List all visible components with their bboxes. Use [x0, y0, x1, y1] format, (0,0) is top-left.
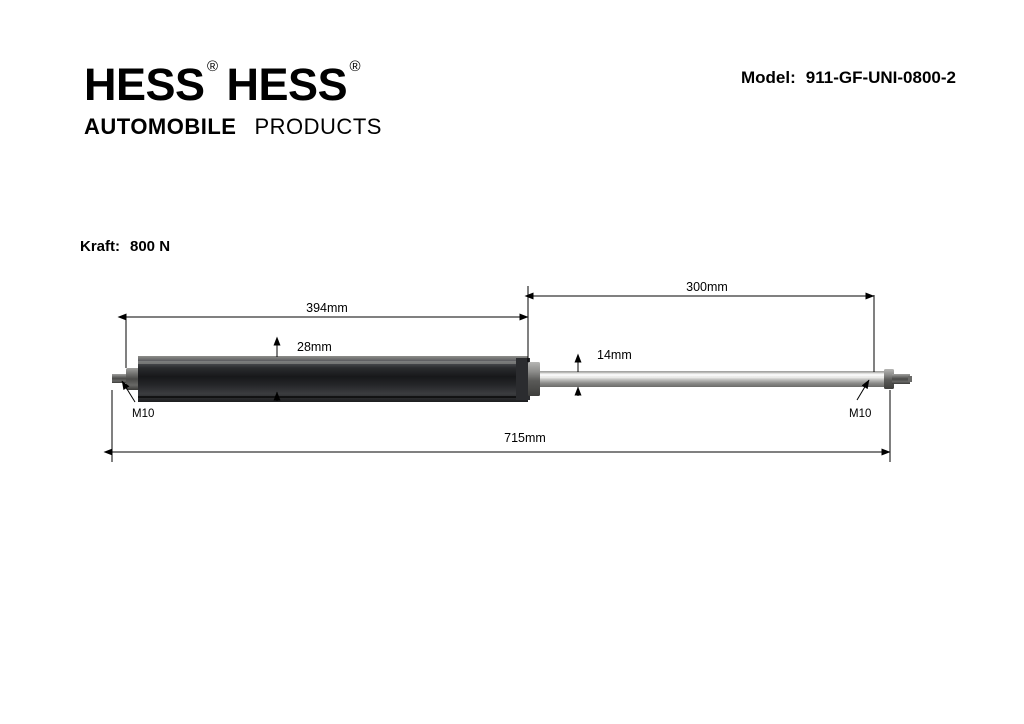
force-label: Kraft:	[80, 238, 120, 255]
logo-word-one-text: HESS	[84, 59, 205, 110]
model-label: Model:	[740, 68, 796, 87]
dimension-body-length	[126, 286, 528, 368]
force-value: 800 N	[130, 238, 171, 255]
dimension-body-diameter-label: 28mm	[297, 340, 332, 354]
dimension-stroke-length	[533, 280, 874, 372]
logo-subtitle-products: PRODUCTS	[254, 114, 382, 139]
gas-spring-illustration	[112, 356, 912, 402]
thread-callout-right-label: M10	[849, 408, 872, 420]
dimension-rod-diameter-label: 14mm	[597, 348, 632, 362]
dimension-body-length-label: 394mm	[306, 301, 348, 315]
registered-mark-icon: ®	[206, 58, 218, 75]
logo-word-two-text: HESS	[226, 59, 348, 110]
thread-callout-left-label: M10	[132, 408, 155, 420]
model-value: 911-GF-UNI-0800-2	[805, 68, 956, 87]
dimension-stroke-length-label: 300mm	[686, 280, 728, 294]
logo-subtitle-automobile: AUTOMOBILE	[84, 114, 237, 139]
registered-mark-icon-2: ®	[349, 58, 361, 75]
dimension-total-length-label: 715mm	[504, 431, 546, 445]
